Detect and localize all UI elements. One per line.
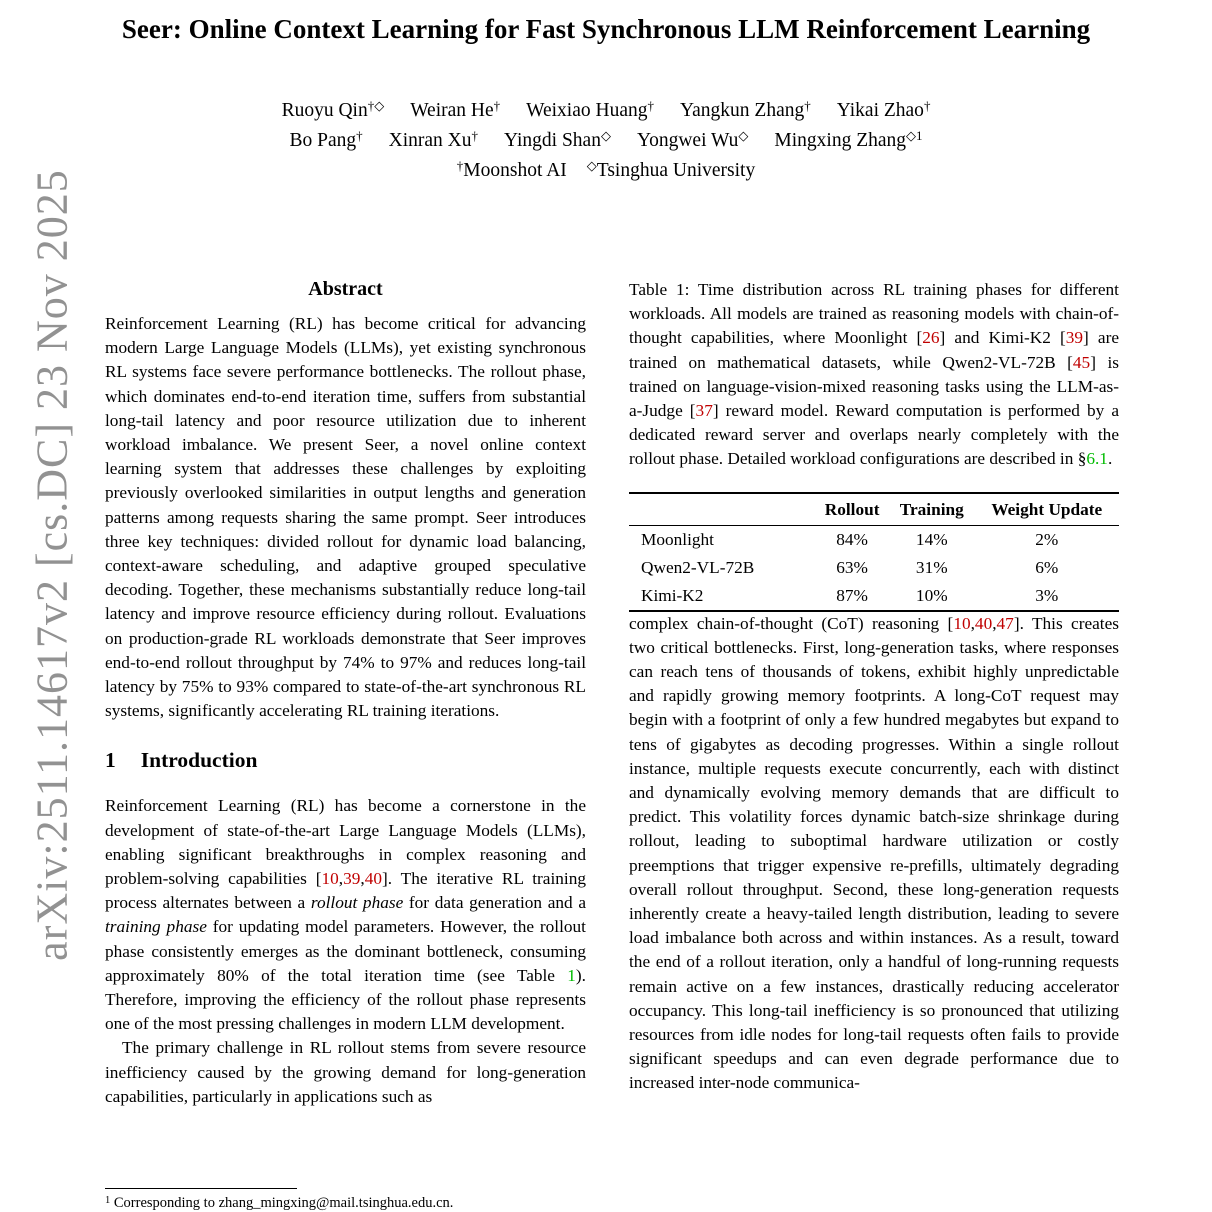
text-run: , bbox=[970, 613, 975, 633]
text-run: for data generation and a bbox=[403, 893, 586, 913]
citation-link[interactable]: 10 bbox=[321, 869, 339, 889]
text-run: ] are trained on mathematical datasets, while Qwen2-VL-72B [ bbox=[629, 328, 1120, 372]
author-name: Mingxing Zhang$^{◇1}$ bbox=[774, 128, 923, 151]
section-ref-link[interactable]: 6.1 bbox=[1086, 449, 1108, 469]
text-run: , bbox=[992, 613, 997, 633]
intro-paragraph-2 bbox=[105, 1036, 586, 1109]
author-block bbox=[99, 96, 1113, 186]
author-name: Yikai Zhao† bbox=[836, 98, 931, 121]
affiliation-marker: ◇ bbox=[586, 158, 597, 173]
text-run: for updating model parameters. However, the rollout phase consistently emerges as the dominant bottleneck, consuming approximately 80% of the total iteration time (see Table bbox=[105, 917, 586, 985]
table-cell: 63% bbox=[836, 557, 868, 577]
citation-link[interactable]: 39 bbox=[343, 869, 361, 889]
section-ref-link[interactable]: 1 bbox=[567, 965, 576, 985]
left-column bbox=[105, 278, 586, 1212]
author-affiliation-marker: ◇ bbox=[738, 128, 749, 143]
affiliation-marker: † bbox=[456, 158, 464, 173]
table-row bbox=[629, 554, 1119, 582]
text-run: ] reward model. Reward computation is performed by a dedicated reward server and overlaps nearly completely with the rollout phase. Detailed workload configurations are described in § bbox=[629, 401, 1119, 469]
section-number: 1 bbox=[105, 748, 116, 773]
author-affiliation-marker: † bbox=[804, 98, 811, 113]
author-name: Yingdi Shan◇ bbox=[503, 128, 611, 151]
text-run: Table 1: Time distribution across RL training phases for different workloads. All models are trained as reasoning models with chain-of-thought capabilities, where Moonlight [ bbox=[629, 280, 1119, 348]
abstract-heading: Abstract bbox=[308, 278, 383, 300]
right-body-paragraph bbox=[629, 612, 1119, 1096]
citation-link[interactable]: 40 bbox=[974, 613, 993, 633]
text-run: The primary challenge in RL rollout stems from severe resource inefficiency caused by the growing demand for long-generation capabilities, particularly in applications such as bbox=[105, 1038, 586, 1106]
citation-link[interactable]: 47 bbox=[996, 613, 1014, 633]
affiliation: ◇Tsinghua University bbox=[586, 158, 756, 181]
citation-link[interactable]: 45 bbox=[1072, 352, 1091, 372]
author-affiliation-marker: † bbox=[471, 128, 478, 143]
table-cell: 84% bbox=[836, 529, 868, 549]
text-run: ]. This creates two critical bottlenecks. First, long-generation tasks, where responses can reach tens of thousands of tokens, exhibit highly unpredictable and rapidly growing memory footprints. A long-CoT request may begin with a footprint of only a few hundred megabytes but expand to tens of gigabytes as decoding progresses. Within a single rollout instance, multiple requests execute concurrently, each with distinct and dynamically evolving memory demands that are difficult to predict. This volatility forces dynamic batch-size shrinkage during rollout, leading to suboptimal hardware utilization or costly preemptions that trigger expensive re-prefills, ultimately degrading overall rollout throughput. Second, these long-generation requests inherently create a heavy-tailed length distribution, leading to severe load imbalance both across and within instances. As a result, toward the end of a rollout iteration, only a handful of long-running requests remain active on a few instances, drastically reducing accelerator occupancy. This long-tail inefficiency is so pronounced that utilizing resources from idle nodes for long-tail requests often fails to provide significant speedups and can even degrade performance due to increased inter-node communica- bbox=[629, 613, 1120, 1093]
author-name: Yangkun Zhang† bbox=[680, 98, 811, 121]
table-1-caption bbox=[629, 278, 1119, 472]
text-run: , bbox=[338, 869, 344, 889]
table-row bbox=[629, 582, 1119, 611]
footnote-body: Corresponding to zhang_mingxing@mail.tsinghua.edu.cn. bbox=[110, 1195, 454, 1211]
citation-link[interactable]: 37 bbox=[695, 401, 713, 421]
author-affiliation-marker: †◇ bbox=[367, 98, 385, 113]
table-cell: 3% bbox=[1035, 585, 1059, 605]
table-cell: 10% bbox=[915, 585, 948, 605]
emphasized-text: training phase bbox=[105, 917, 207, 937]
citation-link[interactable]: 10 bbox=[953, 613, 971, 633]
author-name: Ruoyu Qin†◇ bbox=[281, 98, 385, 121]
text-run: Reinforcement Learning (RL) has become a cornerstone in the development of state-of-the-art Large Language Models (LLMs), enabling significant breakthroughs in complex reasoning and problem-solving capabilities [ bbox=[105, 796, 586, 889]
footnote-text bbox=[105, 1194, 586, 1212]
text-run: complex chain-of-thought (CoT) reasoning [ bbox=[629, 613, 954, 633]
text-run: Reinforcement Learning (RL) has become critical for advancing modern Large Language Models (LLMs), yet existing synchronous RL systems face severe performance bottlenecks. The rollout phase, which dominates end-to-end iteration time, suffers from substantial long-tail latency and poor resource utilization due to inherent workload imbalance. We present Seer, a novel online context learning system that addresses these challenges by exploiting previously overlooked similarities in output lengths and generation patterns among requests sharing the same prompt. Seer introduces three key techniques: divided rollout for dynamic load balancing, context-aware scheduling, and adaptive grouped speculative decoding. Together, these mechanisms substantially reduce long-tail latency and improve resource efficiency during rollout. Evaluations on production-grade RL workloads demonstrate that Seer improves end-to-end rollout throughput by 74% to 97% and reduces long-tail latency by 75% to 93% compared to state-of-the-art synchronous RL systems, significantly accelerating RL training iterations. bbox=[105, 314, 586, 721]
table-row-label: Qwen2-VL-72B bbox=[641, 557, 755, 577]
table-column-header: Rollout bbox=[824, 499, 880, 519]
affiliation: †Moonshot AI bbox=[456, 158, 567, 181]
abstract-paragraph bbox=[105, 312, 586, 723]
paper-title: Seer: Online Context Learning for Fast Synchronous LLM Reinforcement Learning bbox=[121, 14, 1091, 44]
text-run: ]. The iterative RL training process alternates between a bbox=[105, 869, 587, 913]
table-cell: 6% bbox=[1035, 557, 1059, 577]
table-row-label: Moonlight bbox=[641, 529, 714, 549]
table-1 bbox=[629, 492, 1119, 612]
section-heading-introduction bbox=[105, 748, 586, 773]
arxiv-banner: arXiv:2511.14617v2 [cs.DC] 23 Nov 2025 bbox=[27, 169, 77, 961]
table-column-header bbox=[629, 493, 815, 526]
author-affiliation-marker: † bbox=[356, 128, 363, 143]
author-name: Weixiao Huang† bbox=[526, 98, 654, 121]
author-name: Bo Pang† bbox=[289, 128, 363, 151]
author-affiliation-marker: ◇ bbox=[600, 128, 611, 143]
table-1-body bbox=[629, 525, 1119, 611]
intro-paragraph-1 bbox=[105, 794, 586, 1036]
author-line-2 bbox=[99, 126, 1113, 156]
two-column-body bbox=[105, 278, 1119, 1212]
author-affiliation-marker: † bbox=[923, 98, 931, 113]
footnote-rule bbox=[105, 1188, 297, 1189]
author-name: Weiran He† bbox=[410, 98, 501, 121]
author-name: Yongwei Wu◇ bbox=[636, 128, 749, 151]
emphasized-text: rollout phase bbox=[310, 893, 404, 913]
footnote bbox=[105, 1188, 586, 1212]
citation-link[interactable]: 39 bbox=[1065, 328, 1084, 348]
citation-link[interactable]: 26 bbox=[922, 328, 940, 348]
right-column bbox=[629, 278, 1119, 1212]
text-run: ). Therefore, improving the efficiency of the rollout phase represents one of the most pressing challenges in modern LLM development. bbox=[105, 965, 586, 1034]
affiliation-line bbox=[99, 156, 1113, 186]
text-run: , bbox=[360, 869, 365, 889]
author-line-1 bbox=[99, 96, 1113, 126]
table-row bbox=[629, 525, 1119, 554]
text-run: ] and Kimi-K2 [ bbox=[939, 328, 1066, 348]
table-cell: 14% bbox=[915, 529, 948, 549]
table-cell: 31% bbox=[915, 557, 948, 577]
author-name: Xinran Xu† bbox=[388, 128, 478, 151]
table-column-header: Weight Update bbox=[991, 499, 1103, 519]
table-cell: 2% bbox=[1035, 529, 1059, 549]
table-row-label: Kimi-K2 bbox=[641, 585, 704, 605]
author-affiliation-marker: † bbox=[493, 98, 501, 113]
table-column-header: Training bbox=[899, 499, 964, 519]
citation-link[interactable]: 40 bbox=[364, 869, 382, 889]
text-run: ] is trained on language-vision-mixed reasoning tasks using the LLM-as-a-Judge [ bbox=[629, 352, 1119, 421]
table-1-header bbox=[629, 493, 1119, 526]
section-title: Introduction bbox=[140, 748, 258, 773]
text-run: . bbox=[1107, 449, 1113, 469]
table-cell: 87% bbox=[836, 585, 868, 605]
author-affiliation-marker: † bbox=[647, 98, 654, 113]
footnote-marker: 1 bbox=[105, 1195, 111, 1206]
author-affiliation-marker: ◇1 bbox=[906, 128, 923, 143]
